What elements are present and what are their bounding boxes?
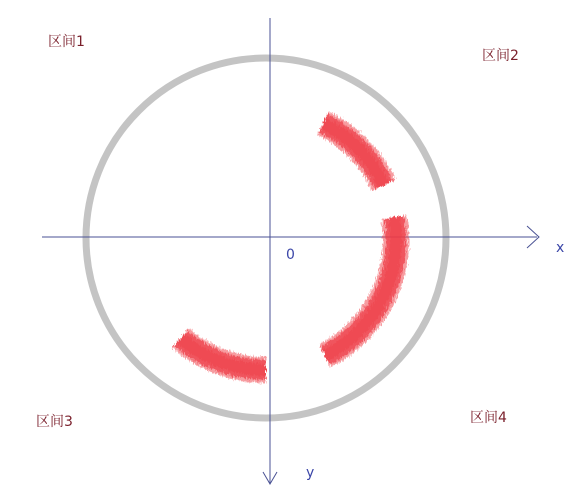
x-axis-label: x <box>556 240 565 256</box>
origin-label: 0 <box>286 247 295 263</box>
region-label-2: 区间2 <box>482 48 519 64</box>
region-label-4: 区间4 <box>470 410 507 426</box>
region-label-3: 区间3 <box>36 414 73 430</box>
region-label-1: 区间1 <box>48 34 85 50</box>
y-axis-label: y <box>306 465 315 481</box>
